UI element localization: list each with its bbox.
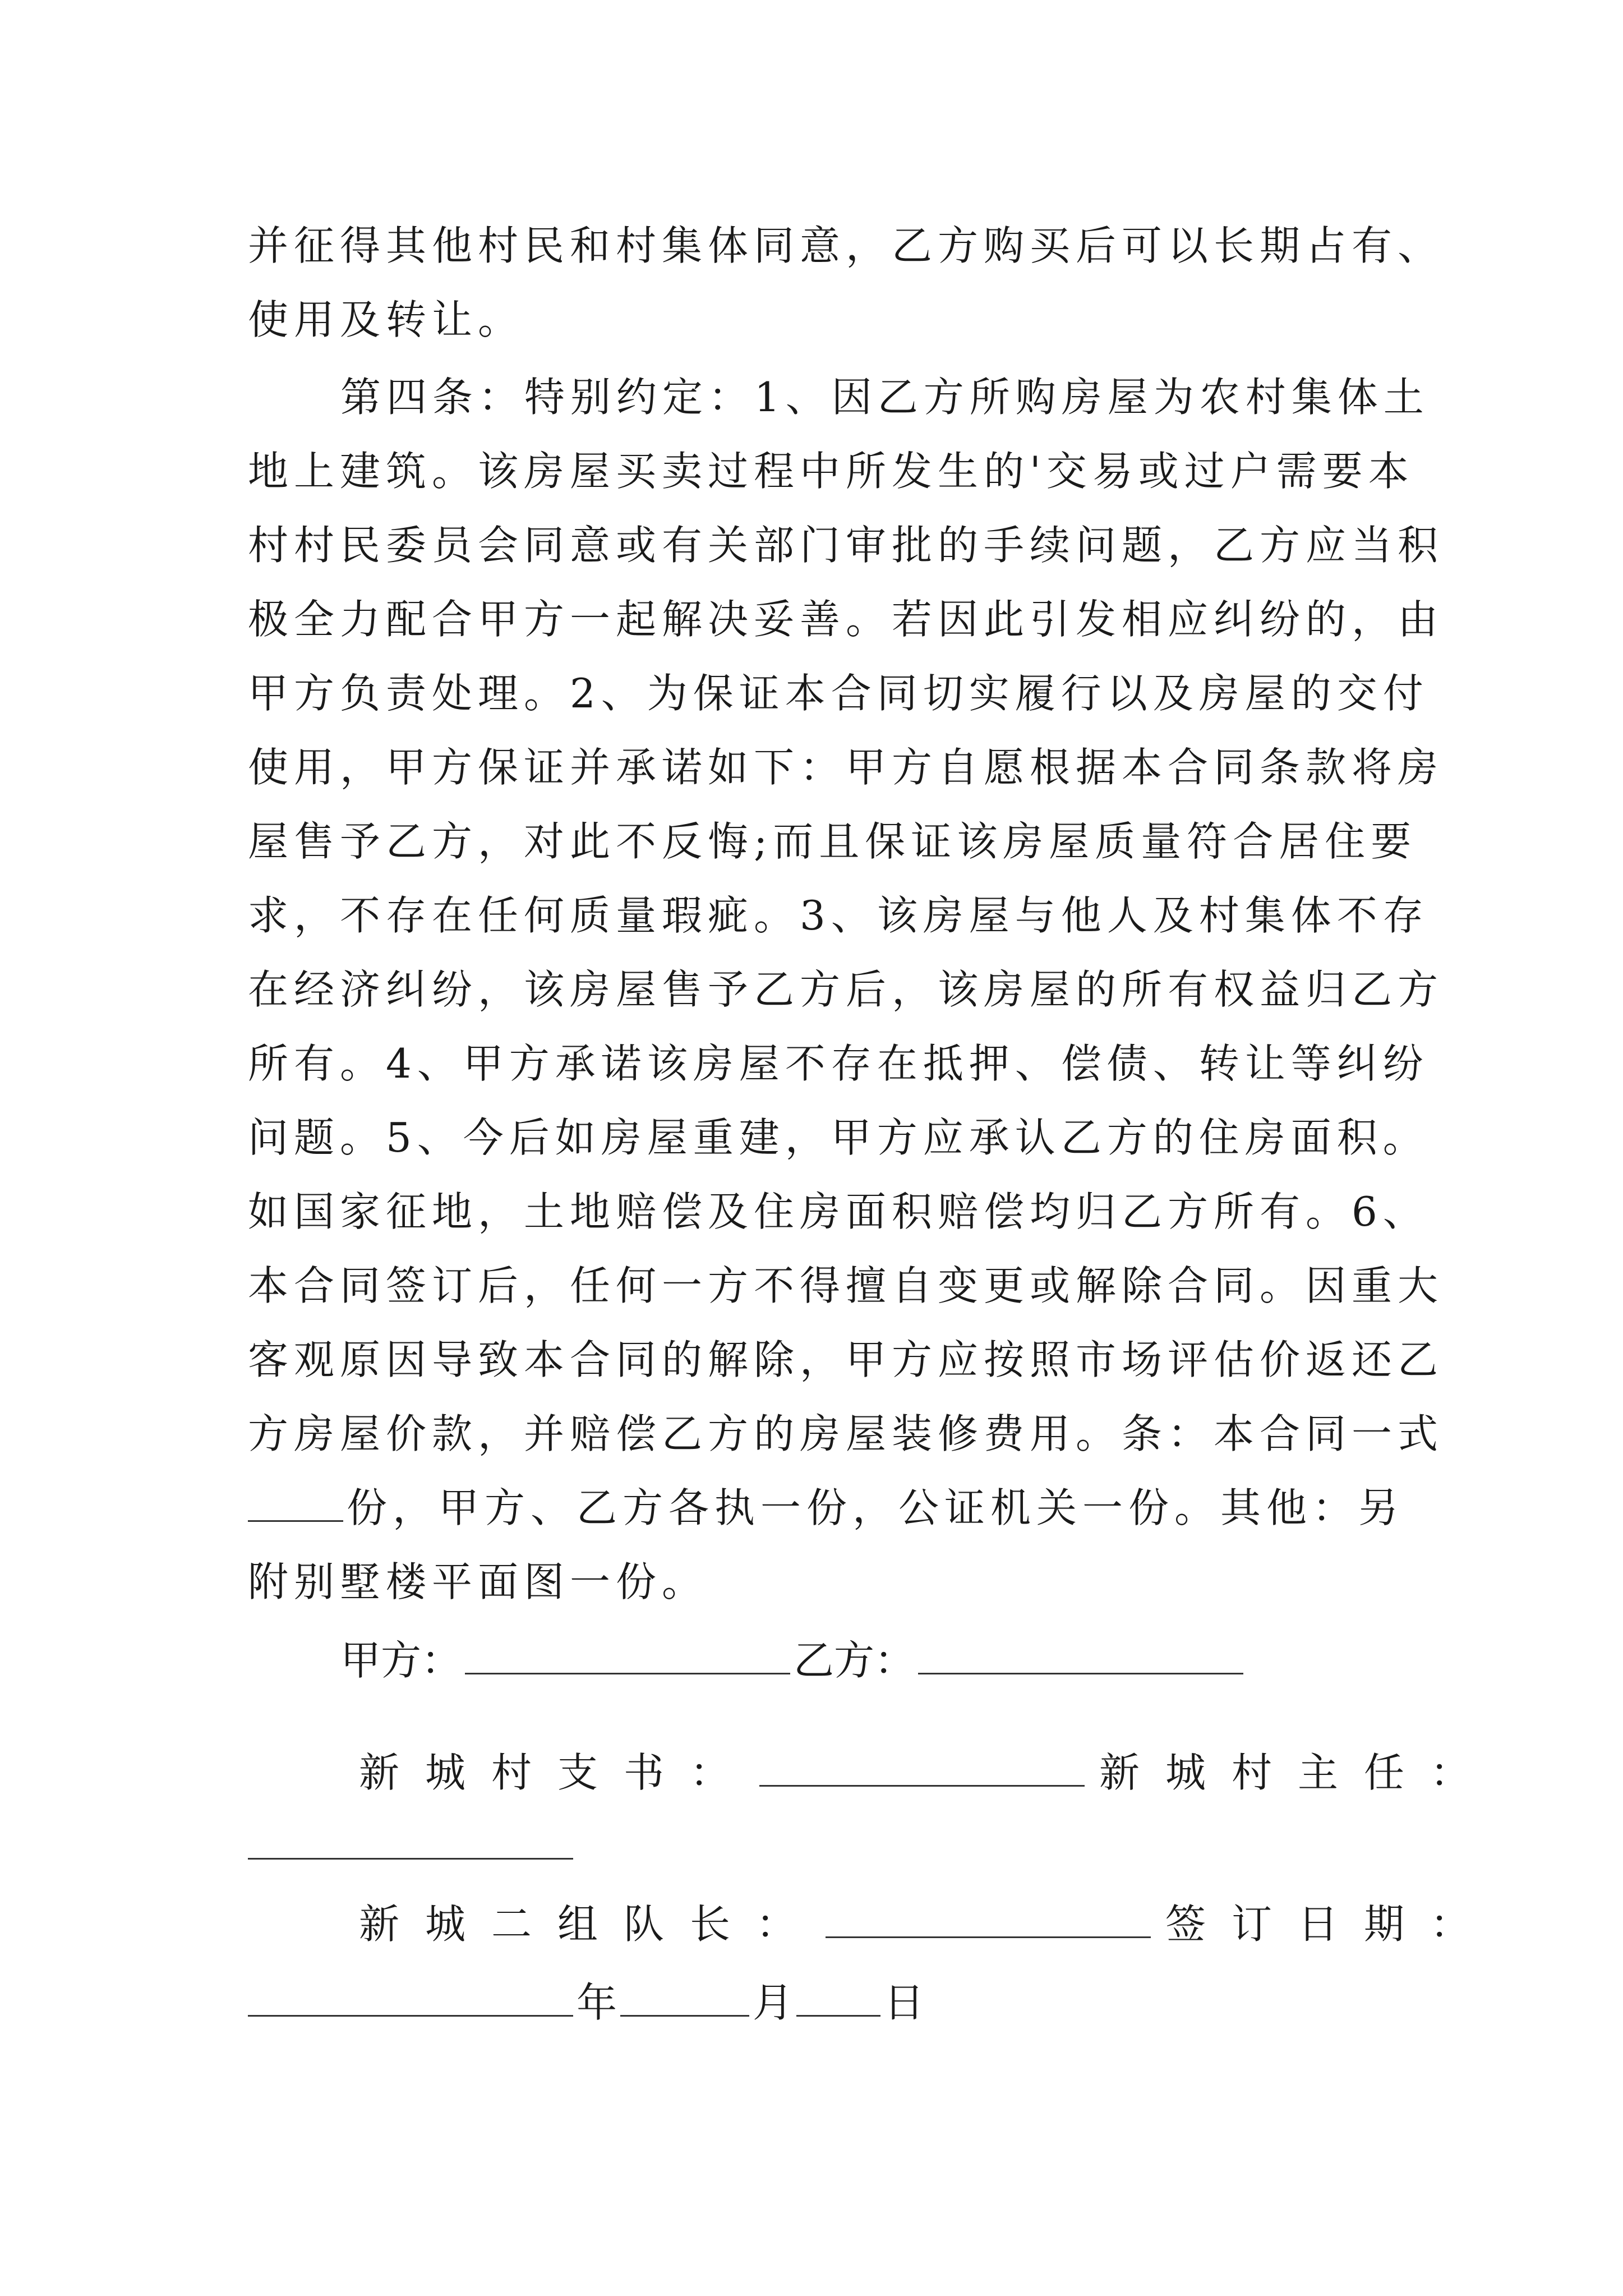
team-leader-signature-blank[interactable] [826,1930,1151,1938]
contract-line-17: 方房屋价款，并赔偿乙方的房屋装修费用。条：本合同一式 [248,1410,1444,1457]
team-leader-label: 新城二组队长： [359,1901,823,1948]
copies-count-blank[interactable] [248,1513,343,1522]
month-blank[interactable] [620,2008,749,2017]
contract-line-8: 使用，甲方保证并承诺如下：甲方自愿根据本合同条款将房 [248,744,1444,791]
month-label: 月 [753,1979,794,2026]
contract-line-19: 附别墅楼平面图一份。 [248,1558,708,1605]
contract-line-16: 客观原因导致本合同的解除，甲方应按照市场评估价返还乙 [248,1336,1444,1383]
copies-line [248,1480,1405,1536]
contract-line-2: 使用及转让。 [248,296,524,343]
contract-line-4: 地上建筑。该房屋买卖过程中所发生的'交易或过户需要本 [248,448,1414,495]
contract-line-1: 并征得其他村民和村集体同意，乙方购买后可以长期占有、 [248,222,1444,269]
contract-line-11: 在经济纠纷，该房屋售予乙方后，该房屋的所有权益归乙方 [248,966,1444,1013]
contract-line-6: 极全力配合甲方一起解决妥善。若因此引发相应纠纷的，由 [248,596,1444,643]
article-4-heading-line: 第四条：特别约定：1、因乙方所购房屋为农村集体土 [340,374,1430,421]
copies-line-text: 份，甲方、乙方各执一份，公证机关一份。其他：另 [347,1484,1405,1531]
party-b-label: 乙方： [794,1637,915,1684]
contract-line-10: 求，不存在任何质量瑕疵。3、该房屋与他人及村集体不存 [248,892,1429,939]
year-label: 年 [577,1979,617,2026]
director-label: 新城村主任： [1099,1749,1497,1796]
director-blank-row [248,1818,577,1874]
contract-line-7: 甲方负责处理。2、为保证本合同切实履行以及房屋的交付 [248,670,1429,717]
secretary-signature-blank[interactable] [759,1778,1085,1787]
date-row [248,1975,924,2031]
director-signature-blank[interactable] [248,1851,573,1860]
party-b-signature-blank[interactable] [918,1666,1243,1674]
day-label: 日 [884,1979,925,2026]
contract-line-12: 所有。4、甲方承诺该房屋不存在抵押、偿债、转让等纠纷 [248,1040,1429,1087]
village-officials-row [359,1745,1496,1801]
contract-line-14: 如国家征地，土地赔偿及住房面积赔偿均归乙方所有。6、 [248,1188,1429,1235]
party-a-label: 甲方： [340,1637,462,1684]
sign-date-label: 签订日期： [1165,1901,1497,1948]
contract-line-9: 屋售予乙方，对此不反悔;而且保证该房屋质量符合居住要 [248,818,1417,865]
team-leader-row [359,1896,1496,1952]
secretary-label: 新城村支书： [359,1749,757,1796]
year-blank[interactable] [248,2008,573,2017]
party-signature-row [340,1632,1247,1688]
contract-line-5: 村村民委员会同意或有关部门审批的手续问题，乙方应当积 [248,522,1444,569]
day-blank[interactable] [796,2008,880,2017]
contract-line-15: 本合同签订后，任何一方不得擅自变更或解除合同。因重大 [248,1262,1444,1309]
contract-line-13: 问题。5、今后如房屋重建，甲方应承认乙方的住房面积。 [248,1114,1429,1161]
party-a-signature-blank[interactable] [465,1666,790,1674]
